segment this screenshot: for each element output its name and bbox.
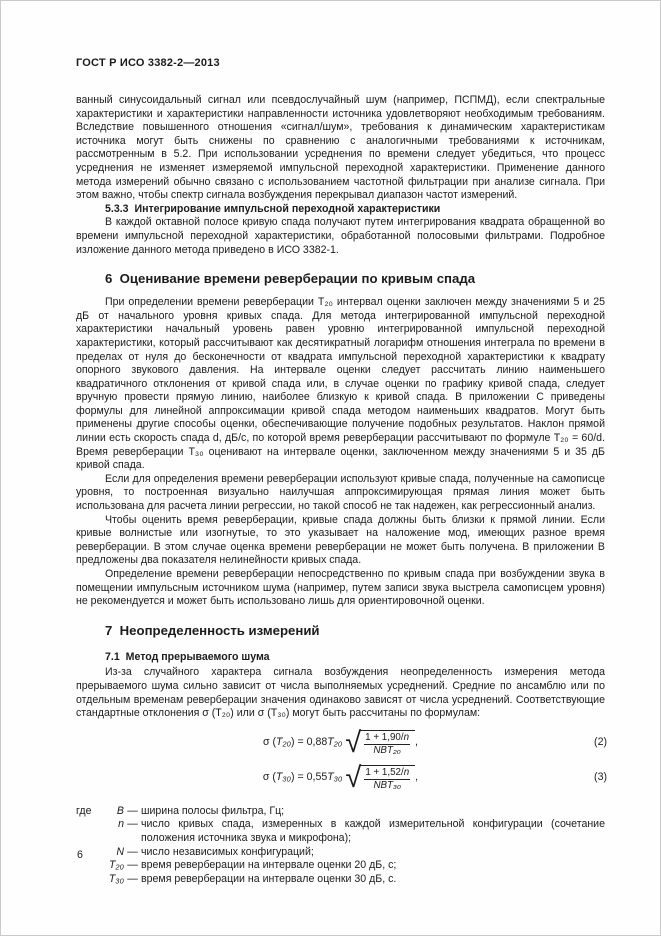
heading-section-6: 6 Оценивание времени реверберации по кривым спада	[105, 271, 476, 287]
fraction	[363, 732, 411, 757]
definition-row	[76, 873, 605, 887]
formula-equals-coefficient: ) = 0,55	[291, 771, 328, 784]
formula-coefficient-variable: T₃₀	[327, 771, 343, 784]
where-spacer	[76, 859, 97, 873]
dash: —	[127, 804, 138, 817]
square-root	[345, 726, 415, 759]
heading-7-1: 7.1 Метод прерываемого шума	[105, 650, 270, 663]
formula-trailing-comma: ,	[415, 736, 418, 749]
formula-lhs-variable: T₃₀	[275, 771, 292, 784]
formula-expression	[262, 761, 419, 794]
paragraph-section-6-1: При определении времени реверберации T₂₀ интервал оценки заключен между значениями 5 и 25 дБ от начального уровня кривых спада. Для метода интегрированной импульсной переходной характеристики начальный уровень равен уровню интегрированной импульсной переходной характеристики, который рассчитывают как десятикратный логарифм отношения интеграла по времени в пределах от нуля до бесконечности от квадрата импульсной переходной характеристики к квадрату опорного звукового давления. На интервале оценки следует рассчитать линию наименьшего квадратичного отклонения от кривой спада или, в случае оценки по графику кривой спада, следует вручную провести прямую линию, наиболее близкую к кривой спада. В приложении С приведены формулы для линейной аппроксимации кривой спада методом наименьших квадратов. Могут быть применены другие способы оценки, обеспечивающие получение подобных результатов. Наклон прямой линии есть скорость спада d, дБ/с, по которой время реверберации рассчитывают по формуле T₂₀ = 60/d. Время реверберации T₃₀ оценивают на интервале оценки, заключенном между значениями 5 и 35 дБ кривой спада.	[76, 296, 605, 472]
symbol-definitions	[76, 805, 605, 887]
symbol-B: B	[116, 804, 124, 817]
paragraph-section-6-4: Определение времени реверберации непосредственно по кривым спада при возбуждении звука в помещении импульсным источником шума (например, путем записи звука выстрела самописцем уровня) не рекомендуется и может быть использовано лишь для ориентировочной оценки.	[76, 568, 605, 608]
standard-designation: ГОСТ Р ИСО 3382-2—2013	[76, 57, 220, 69]
definition-text: ширина полосы фильтра, Гц;	[141, 804, 285, 817]
formula-lhs-sigma: σ (	[262, 771, 276, 784]
dash: —	[127, 872, 138, 885]
symbol-t20: T₂₀	[109, 859, 124, 872]
paragraph-section-6-3: Чтобы оценить время реверберации, кривые спада должны быть близки к прямой линии. Если кривые волнистые или изогнутые, то это указывает на наложение мод, имеющих разное время реверберации. В этом случае оценка времени реверберации не может быть получена. В приложении В предложены два показателя нелинейности кривых спада.	[76, 513, 605, 567]
definition-row	[76, 846, 605, 860]
dash: —	[127, 859, 138, 872]
page-number: 6	[77, 849, 83, 861]
paragraph-7-1: Из-за случайного характера сигнала возбуждения неопределенность измерения метода прерываемого шума сильно зависит от числа выполняемых усреднений. Средние по ансамблю или по отдельным временам реверберации значения одинаково зависят от числа усреднений. Соответствующие стандартные отклонения σ (T₂₀) или σ (T₃₀) могут быть рассчитаны по формулам:	[76, 666, 605, 720]
paragraph-section-6-2: Если для определения времени реверберации используют кривые спада, полученные на самописце уровня, то построенная визуально наилучшая аппроксимирующая прямая линия может быть использована для расчета линии регрессии, но такой способ не так надежен, как регрессионный анализ.	[76, 472, 605, 513]
formula-lhs-sigma: σ (	[263, 736, 277, 749]
heading-section-7: 7 Неопределенность измерений	[105, 622, 320, 638]
document-content	[76, 94, 605, 886]
symbol-n: n	[118, 818, 124, 831]
numerator-variable: n	[403, 731, 410, 743]
symbol-N: N	[116, 845, 124, 858]
formula-expression	[263, 726, 418, 759]
definition-text: число кривых спада, измеренных в каждой измерительной конфигурации (сочетание положения источника звука и микрофона);	[141, 818, 605, 844]
paragraph-intro-continuation: ванный синусоидальный сигнал или псевдослучайный шум (например, ПСПМД), если спектральные характеристики и характеристики направленности источника удовлетворяют необходимым требованиям. Вследствие повышенного отношения «сигнал/шум», требования к динамическим характеристикам источника могут быть снижены по сравнению с аналогичными требованиями к источникам, рассмотренным в 5.2. При использовании усреднения по времени следует убедиться, что процесс усреднения не изменяет измеряемой импульсной переходной характеристики. Применение данного метода измерений обычно связано с использованием частотной фильтрации при анализе сигнала. При этом важно, чтобы спектр сигнала возбуждения перекрывал диапазон частот измерений.	[76, 94, 605, 202]
radical-sign-icon: √	[345, 726, 362, 759]
equation-number: (2)	[594, 736, 607, 749]
formula-sigma-t30	[76, 761, 605, 796]
radical-sign-icon: √	[345, 761, 362, 794]
definition-row	[76, 859, 605, 873]
fraction	[363, 767, 411, 792]
formula-block	[76, 726, 605, 796]
fraction-denominator: NBT₃₀	[364, 779, 410, 792]
formula-coefficient-variable: T₂₀	[327, 736, 343, 749]
numerator-text: 1 + 1,52/	[365, 766, 404, 778]
numerator-text: 1 + 1,90/	[365, 731, 404, 743]
dash: —	[127, 818, 138, 831]
where-spacer	[76, 818, 97, 845]
formula-sigma-t20	[76, 726, 605, 761]
formula-trailing-comma: ,	[415, 771, 419, 784]
square-root	[345, 761, 415, 794]
heading-5-3-3: 5.3.3 Интегрирование импульсной переходной характеристики	[105, 202, 441, 215]
fraction-numerator	[363, 767, 411, 779]
paragraph-5-3-3: В каждой октавной полосе кривую спада получают путем интегрирования квадрата обращенной во времени импульсной переходной характеристики, обработанной полосовыми фильтрами. Подробное изложение данного метода приведено в ИСО 3382-1.	[76, 216, 605, 256]
formula-equals-coefficient: ) = 0,88	[291, 736, 328, 749]
definition-row	[76, 805, 605, 819]
radicand	[359, 730, 415, 757]
fraction-numerator	[363, 732, 411, 744]
definition-text: время реверберации на интервале оценки 20 дБ, с;	[141, 859, 397, 872]
definition-text: время реверберации на интервале оценки 30 дБ, с.	[141, 872, 397, 885]
formula-lhs-variable: T₂₀	[276, 736, 292, 749]
numerator-variable: n	[403, 766, 410, 778]
dash: —	[127, 845, 138, 858]
where-label: где	[76, 804, 92, 817]
radicand	[359, 765, 415, 792]
definition-row	[76, 818, 605, 845]
definition-text: число независимых конфигураций;	[141, 845, 314, 858]
fraction-denominator: NBT₂₀	[364, 744, 409, 757]
symbol-t30: T₃₀	[108, 872, 124, 885]
equation-number: (3)	[594, 771, 607, 784]
where-spacer	[76, 873, 97, 887]
